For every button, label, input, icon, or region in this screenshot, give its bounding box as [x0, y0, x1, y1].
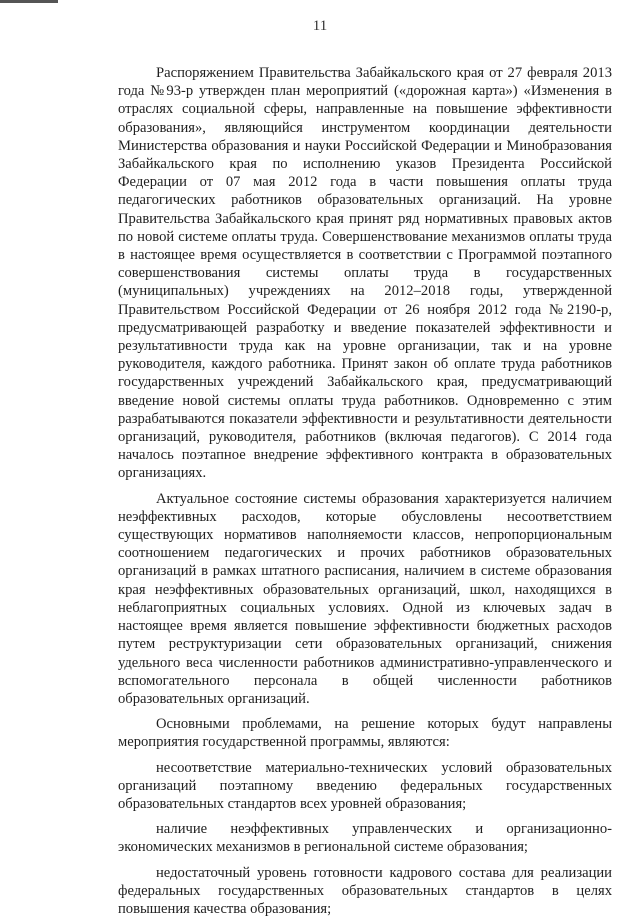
document-body [118, 64, 612, 918]
list-item-management-mechanisms: наличие неэффективных управленческих и организационно-экономических механизмов в региональной системе образования; [118, 821, 612, 856]
paragraph-main-problems: Основными проблемами, на решение которых будут направлены мероприятия государственной программы, являются: [118, 716, 612, 751]
list-item-staff-readiness: недостаточный уровень готовности кадрового состава для реализации федеральных государственных образовательных стандартов в целях повышения качества образования; [118, 864, 612, 917]
scan-edge-mark [0, 0, 58, 3]
paragraph-road-map: Распоряжением Правительства Забайкальского края от 27 февраля 2013 года №93-р утвержден план мероприятий («дорожная карта») «Изменения в отраслях социальной сферы, направленные на повышение эффективности образования», являющийся инструментом координации деятельности Министерства образования и науки Российской Федерации и Минобразования Забайкальского края по исполнению указов Президента Российской Федерации от 07 мая 2012 года в части повышения оплаты труда педагогических работников образовательных организаций. На уровне Правительства Забайкальского края принят ряд нормативных правовых актов по новой системе оплаты труда. Совершенствование механизмов оплаты труда в настоящее время осуществляется в соответствии с Программой поэтапного совершенствования системы оплаты труда в государственных (муниципальных) учреждениях на 2012–2018 годы, утвержденной Правительством Российской Федерации от 26 ноября 2012 года №2190-р, предусматривающей разработку и введение показателей эффективности и результативности труда как на уровне организации, так и на уровне руководителя, каждого работника. Принят закон об оплате труда работников государственных учреждений Забайкальского края, предусматривающий введение новой системы оплаты труда работников. Одновременно с этим разрабатываются показатели эффективности и результативности деятельности организаций, руководителя, работников (включая педагогов). С 2014 года началось поэтапное внедрение эффективного контракта в образовательных организациях. [118, 65, 612, 482]
page-number: 11 [312, 18, 328, 34]
paragraph-current-state: Актуальное состояние системы образования характеризуется наличием неэффективных расходов, которые обусловлены несоответствием существующих нормативов наполняемости классов, непропорциональным соотношением педагогических и прочих работников образовательных организаций в рамках штатного расписания, наличием в системе образования края неэффективных образовательных организаций, школ, находящихся в неблагоприятных социальных условиях. Одной из ключевых задач в настоящее время является повышение эффективности бюджетных расходов путем реструктуризации сети образовательных организаций, снижения удельного веса численности работников административно-управленческого и вспомогательного персонала в общей численности работников образовательных организаций. [118, 490, 612, 707]
list-item-material-conditions: несоответствие материально-технических условий образовательных организаций поэтапному введению федеральных государственных образовательных стандартов всех уровней образования; [118, 759, 612, 812]
